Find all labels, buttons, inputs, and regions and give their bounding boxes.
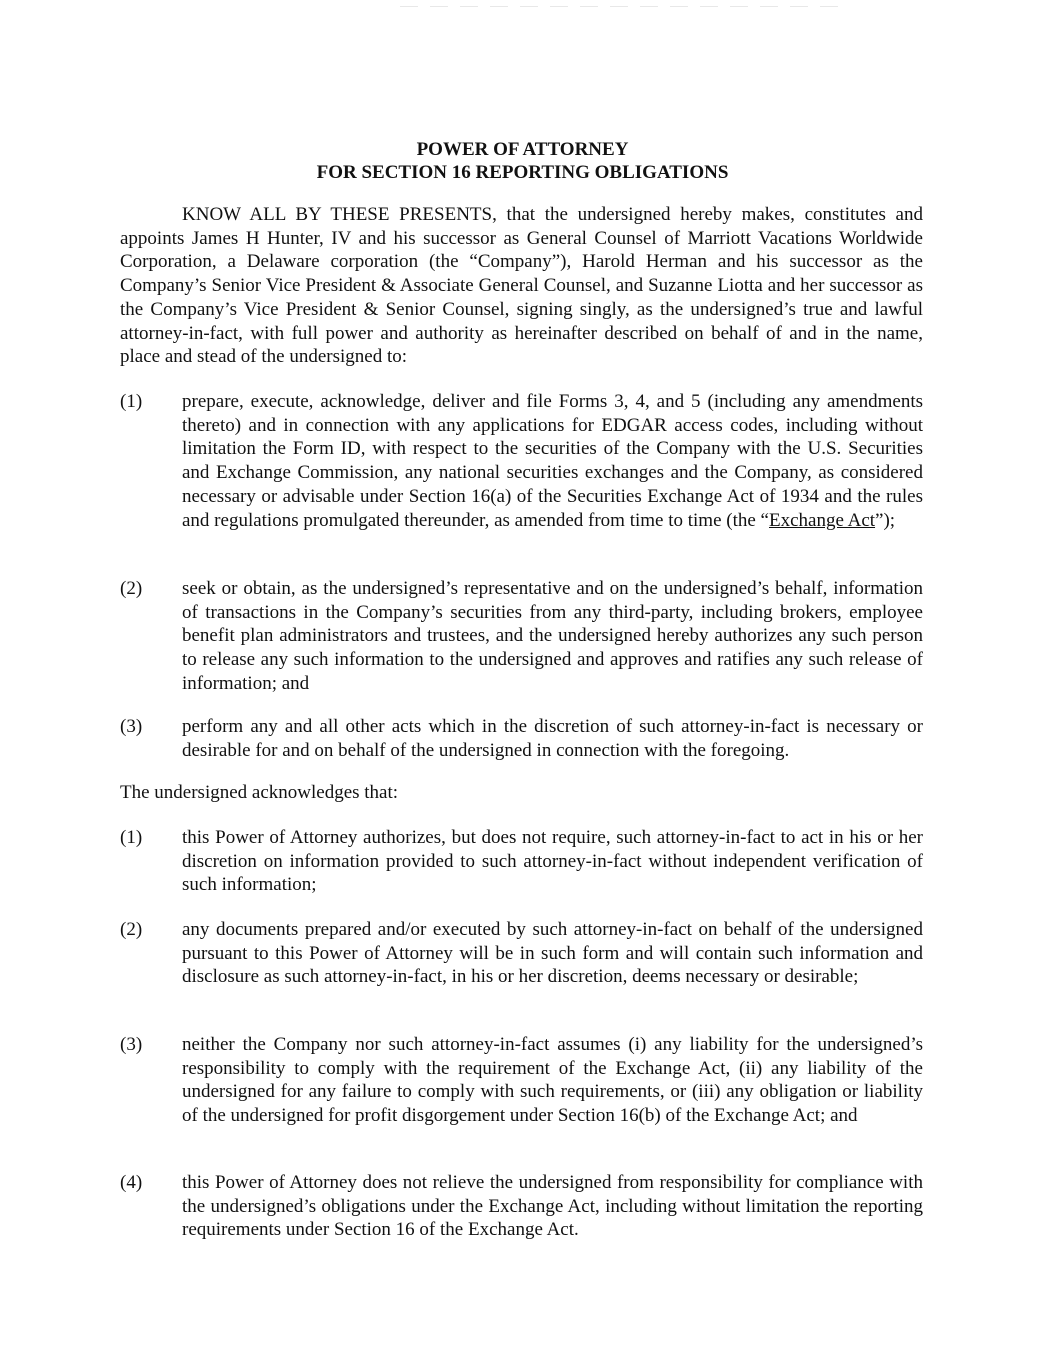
exchange-act-defined-term: Exchange Act — [769, 509, 876, 531]
ack-item-number: (1) — [120, 827, 143, 848]
ack-item-number: (4) — [120, 1172, 143, 1193]
ack-item-text: neither the Company nor such attorney-in-fact assumes (i) any liability for the undersigned’s responsibility to comply with the requirement of the Exchange Act, (ii) any liability of the undersigned for any failure to comply with such requirements, or (iii) any obligation or liability of the undersigned for profit disgorgement under Section 16(b) of the Exchange Act; and — [182, 1034, 923, 1127]
acknowledgement-intro: The undersigned acknowledges that: — [120, 782, 399, 803]
title-line-2: FOR SECTION 16 REPORTING OBLIGATIONS — [316, 162, 729, 183]
power-item-text-end: ”); — [875, 509, 896, 531]
scan-artifact — [400, 6, 840, 7]
ack-item-text: any documents prepared and/or executed by such attorney-in-fact on behalf of the undersigned pursuant to this Power of Attorney will be in such form and will contain such information and disclosure as such attorney-in-fact, in his or her discretion, deems necessary or desirable; — [182, 919, 923, 988]
document-title — [0, 138, 1045, 184]
title-line-1: POWER OF ATTORNEY — [416, 139, 629, 160]
power-item-text — [182, 390, 923, 532]
power-item-text-start: prepare, execute, acknowledge, deliver and file Forms 3, 4, and 5 (including any amendments thereto) and in connection with any applications for EDGAR access codes, including without limitation the Form ID, with respect to the securities of the Company with the U.S. Securities and Exchange Commission, any national securities exchanges and the Company, as considered necessary or advisable under Section 16(a) of the Securities Exchange Act of 1934 and the rules and regulations promulgated thereunder, as amended from time to time (the “ — [182, 391, 923, 531]
ack-item-number: (3) — [120, 1034, 143, 1055]
power-item-number: (1) — [120, 391, 143, 412]
power-item-text: seek or obtain, as the undersigned’s representative and on the undersigned’s behalf, information of transactions in the Company’s securities from any third-party, including brokers, employee benefit plan administrators and trustees, and the undersigned hereby authorizes any such person to release any such information to the undersigned and approves and ratifies any such release of information; and — [182, 578, 923, 694]
power-item-text: perform any and all other acts which in the discretion of such attorney-in-fact is necessary or desirable for and on behalf of the undersigned in connection with the foregoing. — [182, 716, 923, 761]
power-item-number: (2) — [120, 578, 143, 599]
ack-item-number: (2) — [120, 919, 143, 940]
intro-paragraph: KNOW ALL BY THESE PRESENTS, that the undersigned hereby makes, constitutes and appoints James H Hunter, IV and his successor as General Counsel of Marriott Vacations Worldwide Corporation, a Delaware corporation (the “Company”), Harold Herman and his successor as the Company’s Senior Vice President & Associate General Counsel, and Suzanne Liotta and her successor as the Company’s Vice President & Senior Counsel, signing singly, as the undersigned’s true and lawful attorney-in-fact, with full power and authority as hereinafter described on behalf of and in the name, place and stead of the undersigned to: — [120, 204, 923, 368]
power-item-number: (3) — [120, 716, 143, 737]
ack-item-text: this Power of Attorney does not relieve the undersigned from responsibility for compliance with the undersigned’s obligations under the Exchange Act, including without limitation the reporting requirements under Section 16 of the Exchange Act. — [182, 1172, 923, 1241]
ack-item-text: this Power of Attorney authorizes, but does not require, such attorney-in-fact to act in his or her discretion on information provided to such attorney-in-fact without independent verification of such information; — [182, 827, 923, 896]
